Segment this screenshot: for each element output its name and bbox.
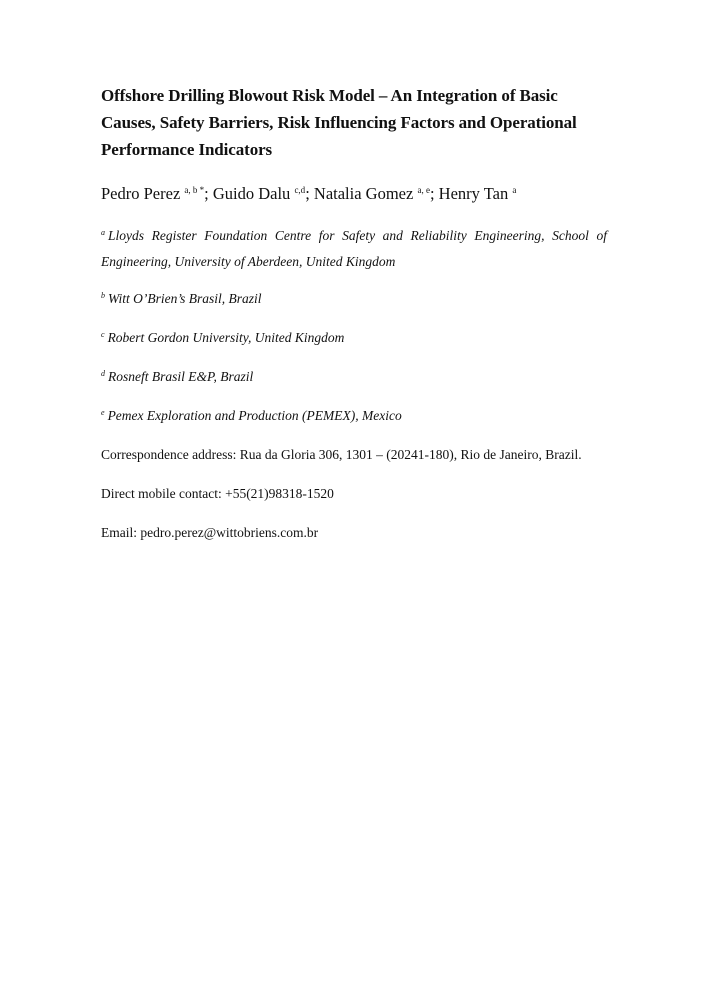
mobile-contact: Direct mobile contact: +55(21)98318-1520 (101, 486, 334, 501)
affiliation-b (101, 286, 607, 312)
affiliation-mark: b (101, 291, 105, 300)
author-affiliation-marks: a, b * (184, 185, 205, 195)
author-name: Pedro Perez (101, 184, 181, 203)
author-list (101, 183, 607, 205)
paper-title: Offshore Drilling Blowout Risk Model – An Integration of Basic Causes, Safety Barriers, Risk Influencing Factors and Operational Performance Indicators (101, 86, 577, 159)
author-affiliation-marks: c,d (294, 185, 306, 195)
affiliation-text: Witt O’Brien’s Brasil, Brazil (108, 291, 262, 306)
affiliation-text: Rosneft Brasil E&P, Brazil (108, 369, 254, 384)
affiliation-text: Pemex Exploration and Production (PEMEX), Mexico (107, 408, 402, 423)
affiliation-mark: e (101, 408, 105, 417)
affiliation-mark: c (101, 330, 105, 339)
affiliation-a (101, 223, 607, 275)
author-affiliation-marks: a (512, 185, 517, 195)
author-separator: ; (305, 184, 314, 203)
author-separator: ; (429, 184, 439, 203)
author-affiliation-marks: a, e (417, 185, 430, 195)
affiliation-mark: a (101, 228, 105, 237)
email-contact: Email: pedro.perez@wittobriens.com.br (101, 525, 319, 540)
affiliation-text: Robert Gordon University, United Kingdom (107, 330, 345, 345)
affiliation-e (101, 403, 607, 429)
affiliation-text: Lloyds Register Foundation Centre for Safety and Reliability Engineering, School of Engineering, University of Aberdeen, United Kingdom (101, 228, 607, 269)
affiliation-c (101, 325, 607, 351)
author-name: Guido Dalu (212, 184, 291, 203)
correspondence-address: Correspondence address: Rua da Gloria 306, 1301 – (20241-180), Rio de Janeiro, Brazil. (101, 447, 582, 462)
author-name: Natalia Gomez (313, 184, 414, 203)
affiliation-d (101, 364, 607, 390)
author-separator: ; (204, 184, 213, 203)
affiliation-mark: d (101, 369, 105, 378)
author-name: Henry Tan (438, 184, 509, 203)
